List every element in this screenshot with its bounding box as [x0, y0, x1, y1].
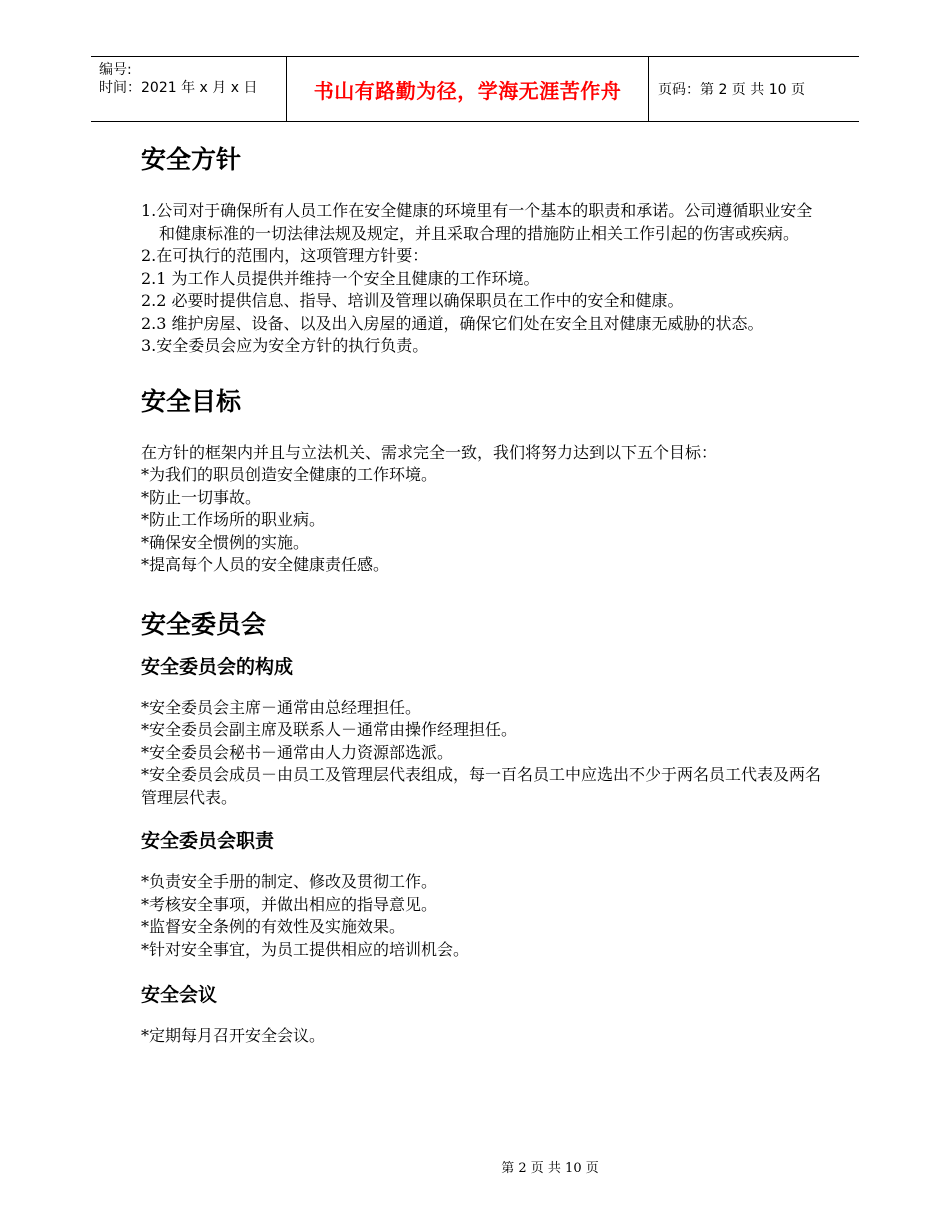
goal-item: *确保安全惯例的实施。	[141, 532, 310, 552]
document-date: 时间：2021 年 x 月 x 日	[99, 80, 258, 96]
composition-item: *安全委员会成员－由员工及管理层代表组成，每一百名员工中应选出不少于两名员工代表及两名管理层代表。	[141, 765, 822, 807]
section-title-policy: 安全方针	[141, 145, 242, 174]
composition-item: *安全委员会副主席及联系人－通常由操作经理担任。	[141, 720, 518, 739]
section-title-committee: 安全委员会	[141, 609, 267, 639]
header-meta	[91, 57, 286, 121]
header-motto: 书山有路勤为径，学海无涯苦作舟	[286, 57, 649, 121]
subsection-title-duties: 安全委员会职责	[141, 830, 275, 852]
composition-item: *安全委员会秘书－通常由人力资源部选派。	[141, 742, 454, 762]
policy-item: 1.公司对于确保所有人员工作在安全健康的环境里有一个基本的职责和承诺。公司遵循职业安全和健康标准的一切法律法规及规定，并且采取合理的措施防止相关工作引起的伤害或疾病。	[141, 201, 813, 243]
goal-item: *防止工作场所的职业病。	[141, 510, 326, 529]
policy-item: 2.2 必要时提供信息、指导、培训及管理以确保职员在工作中的安全和健康。	[141, 291, 684, 310]
goal-item: *为我们的职员创造安全健康的工作环境。	[141, 465, 438, 484]
policy-item: 3.安全委员会应为安全方针的执行负责。	[141, 336, 429, 355]
policy-item: 2.3 维护房屋、设备、以及出入房屋的通道，确保它们处在安全且对健康无威胁的状态。	[141, 313, 764, 333]
duty-item: *监督安全条例的有效性及实施效果。	[141, 917, 406, 936]
header-page-number: 页码：第 2 页 共 10 页	[658, 82, 805, 98]
subsection-title-meetings: 安全会议	[141, 984, 218, 1006]
footer-page-number: 第 2 页 共 10 页	[501, 1161, 599, 1176]
duty-item: *考核安全事项，并做出相应的指导意见。	[141, 894, 438, 914]
page-footer	[0, 1157, 950, 1176]
policy-item: 2.在可执行的范围内，这项管理方针要：	[141, 246, 429, 265]
subsection-title-composition: 安全委员会的构成	[141, 655, 294, 678]
document-number: 编号:	[99, 62, 132, 78]
meeting-item: *定期每月召开安全会议。	[141, 1026, 326, 1045]
goal-item: *提高每个人员的安全健康责任感。	[141, 555, 390, 574]
duty-item: *针对安全事宜，为员工提供相应的培训机会。	[141, 939, 470, 959]
section-title-goals: 安全目标	[141, 386, 242, 416]
duty-item: *负责安全手册的制定、修改及贯彻工作。	[141, 872, 438, 891]
goals-intro: 在方针的框架内并且与立法机关、需求完全一致，我们将努力达到以下五个目标：	[141, 442, 718, 462]
policy-item: 2.1 为工作人员提供并维持一个安全且健康的工作环境。	[141, 268, 540, 288]
page-header	[91, 56, 859, 122]
document-body	[141, 140, 821, 1048]
composition-item: *安全委员会主席－通常由总经理担任。	[141, 697, 422, 717]
goal-item: *防止一切事故。	[141, 487, 262, 507]
